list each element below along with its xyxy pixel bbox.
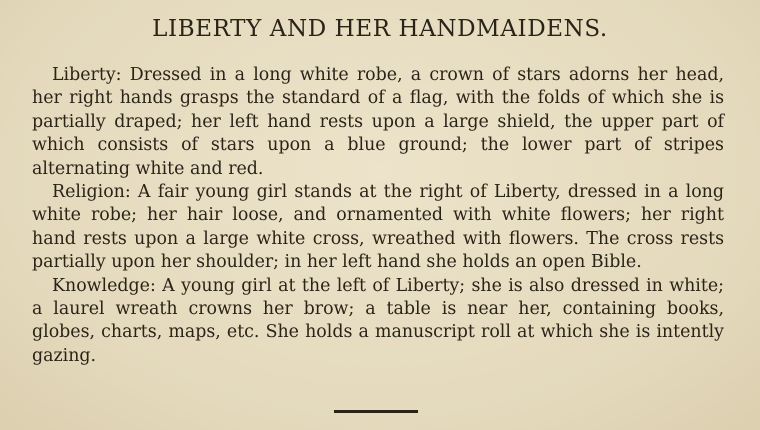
term-religion: Religion:	[52, 182, 131, 203]
description-knowledge: A young girl at the left of Liberty; she is also dressed in white; a laurel wreath crowns her brow; a table is near her, containing books, globes, charts, maps, etc. She holds a manuscript roll at which she is intently gazing.	[32, 275, 724, 366]
paragraph-knowledge	[32, 275, 724, 369]
paragraph-liberty	[32, 64, 724, 181]
term-knowledge: Knowledge:	[52, 275, 156, 296]
body-text	[32, 64, 724, 368]
description-liberty: Dressed in a long white robe, a crown of stars adorns her head, her right hands grasps the standard of a flag, with the folds of which she is partially draped; her left hand rests upon a large shield, the upper part of which consists of stars upon a blue ground; the lower part of stripes alternating white and red.	[32, 65, 724, 179]
paragraph-religion	[32, 181, 724, 275]
term-liberty: Liberty:	[52, 65, 122, 85]
section-divider	[334, 410, 418, 413]
section-title: LIBERTY AND HER HANDMAIDENS.	[152, 16, 608, 42]
description-religion: A fair young girl stands at the right of Liberty, dressed in a long white robe; her hair loose, and ornamented with white flowers; her right hand rests upon a large white cross, wreathed with flowers. The cross rests partially upon her shoulder; in her left hand she holds an open Bible.	[32, 182, 724, 273]
